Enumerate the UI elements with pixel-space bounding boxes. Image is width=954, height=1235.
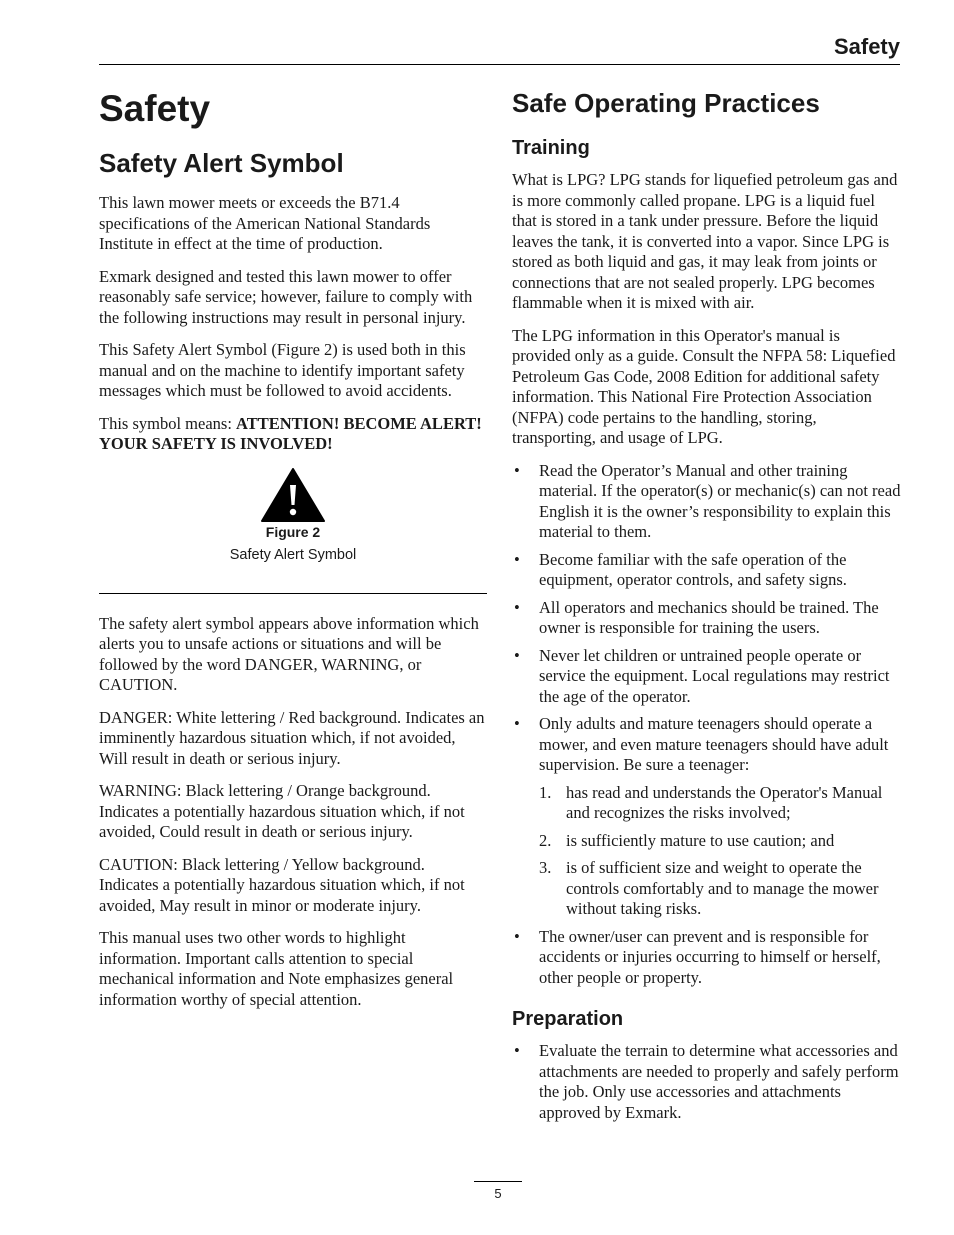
paragraph: The LPG information in this Operator's manual is provided only as a guide. Consult the NFPA 58: Liquefied Petroleum Gas Code, 2008 Edition for additional safety information. This National Fire Protection Association (NFPA) code pertains to the handling, storing, transporting, and usage of LPG. [512, 325, 896, 447]
right-column [512, 84, 902, 1133]
training-bullet-list [512, 461, 902, 989]
figure-divider [99, 593, 487, 594]
section-heading-safe-operating: Safe Operating Practices [512, 88, 820, 118]
subsection-heading-preparation: Preparation [512, 1008, 624, 1030]
bullet-mark: • [514, 460, 520, 480]
paragraph: The safety alert symbol appears above information which alerts you to unsafe actions or situations and will be followed by the word DANGER, WARNING, or CAUTION. [99, 613, 479, 694]
bullet-mark: • [514, 549, 520, 569]
paragraph: This lawn mower meets or exceeds the B71.4 specifications of the American National Standards Institute in effect at the time of production. [99, 193, 431, 253]
section-heading-safety-alert: Safety Alert Symbol [99, 148, 344, 178]
bullet-mark: • [514, 645, 520, 665]
symbol-meaning: ATTENTION! BECOME ALERT! YOUR SAFETY IS INVOLVED! [99, 413, 482, 453]
symbol-meaning-paragraph [99, 414, 487, 455]
preparation-bullet-list [512, 1041, 902, 1123]
list-item: • All operators and mechanics should be trained. The owner is responsible for training the users. [514, 597, 879, 637]
header-rule [99, 64, 900, 65]
figure-number: Figure 2 [265, 523, 321, 540]
subsection-heading-training: Training [512, 137, 590, 159]
figure [99, 467, 487, 563]
list-item: • Only adults and mature teenagers should operate a mower, and even mature teenagers should have adult supervision. Be sure a teenager: 1. has read and understands the Operator's Manual and recognizes the risks involved; 2. is sufficiently mature to use caution; and 3. is of sufficient size and weight to operate the controls comfortably and to manage the mower without taking risks. [512, 714, 902, 920]
page-title: Safety [99, 88, 211, 129]
symbol-prefix: This symbol means: [99, 413, 237, 433]
footer-rule [474, 1181, 522, 1182]
figure-caption: Safety Alert Symbol [229, 546, 357, 563]
list-item: • The owner/user can prevent and is responsible for accidents or injuries occurring to himself or herself, other people or property. [514, 926, 881, 987]
danger-paragraph: DANGER: White lettering / Red background. Indicates an imminently hazardous situation which, if not avoided, Will result in death or serious injury. [99, 707, 485, 768]
page-number: 5 [494, 1186, 502, 1201]
left-column [99, 84, 487, 1022]
warning-triangle-icon [260, 467, 326, 523]
paragraph: This manual uses two other words to highlight information. Important calls attention to special mechanical information and Note emphasizes general information worthy of special attention. [99, 928, 454, 1009]
teenager-numbered-list [539, 783, 902, 920]
bullet-mark: • [514, 714, 520, 733]
bullet-mark: • [514, 926, 520, 946]
list-item: • Evaluate the terrain to determine what accessories and attachments are needed to properly and safely perform the job. Only use accessories and attachments approved by Exmark. [514, 1041, 899, 1122]
paragraph: What is LPG? LPG stands for liquefied petroleum gas and is more commonly called propane. LPG is a liquid fuel that is stored in a tank under pressure. Before the liquid leaves the tank, it is converted into a vapor. Since LPG is stored as both liquid and gas, it may leak from joints or connections that are not sealed properly. LPG becomes flammable when it is mixed with air. [512, 170, 898, 312]
list-item: • Become familiar with the safe operation of the equipment, operator controls, and safety signs. [514, 549, 847, 589]
numbered-item: 1. has read and understands the Operator's Manual and recognizes the risks involved; [539, 782, 883, 822]
list-item: • Read the Operator’s Manual and other training material. If the operator(s) or mechanic(s) can not read English it is the owner’s responsibility to explain this material to them. [514, 460, 901, 541]
bullet-mark: • [514, 597, 520, 617]
numbered-item: 2. is sufficiently mature to use caution; and [539, 830, 835, 850]
paragraph: This Safety Alert Symbol (Figure 2) is used both in this manual and on the machine to identify important safety messages which must be followed to avoid accidents. [99, 340, 466, 400]
caution-paragraph: CAUTION: Black lettering / Yellow background. Indicates a potentially hazardous situation which, if not avoided, May result in minor or moderate injury. [99, 854, 465, 915]
paragraph: Exmark designed and tested this lawn mower to offer reasonably safe service; however, failure to comply with the following instructions may result in personal injury. [99, 266, 473, 327]
bullet-mark: • [514, 1041, 520, 1060]
numbered-item: 3. is of sufficient size and weight to operate the controls comfortably and to manage the mower without taking risks. [539, 858, 879, 918]
list-item: • Never let children or untrained people operate or service the equipment. Local regulations may restrict the age of the operator. [514, 645, 890, 706]
running-header: Safety [833, 34, 900, 59]
warning-paragraph: WARNING: Black lettering / Orange background. Indicates a potentially hazardous situation which, if not avoided, Could result in death or serious injury. [99, 781, 465, 841]
